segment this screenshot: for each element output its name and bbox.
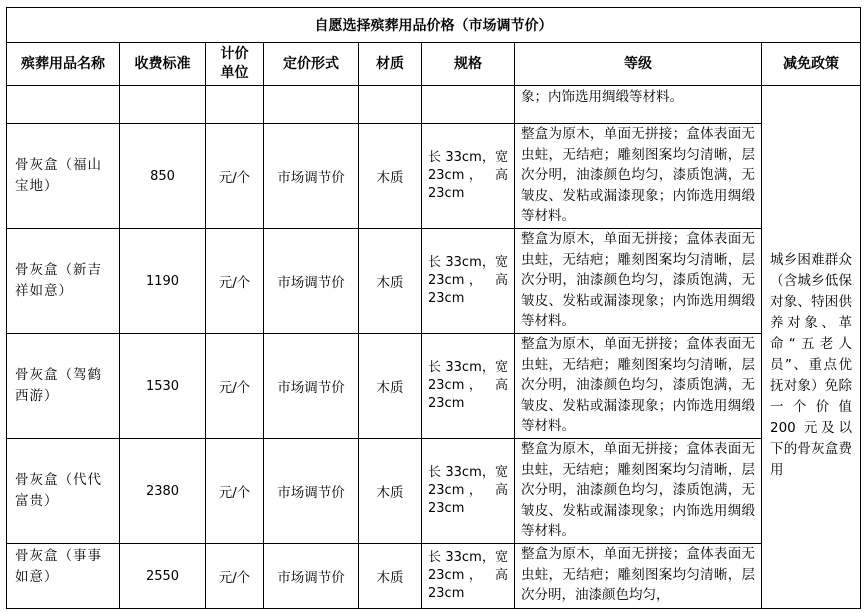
header-material: 材质 xyxy=(359,43,422,86)
row-pricing: 市场调节价 xyxy=(264,439,359,544)
policy-text: 城乡困难群众（含城乡低保对象、特困供养对象、革命“五老人员”、重点优抚对象）免除一个价值 200 元及以下的骨灰盒费用 xyxy=(770,252,852,479)
row-spec: 长 33cm，宽 23cm， 高 23cm xyxy=(422,229,515,334)
row-unit: 元/个 xyxy=(206,124,264,229)
policy-cell-top xyxy=(762,86,861,124)
header-name: 殡葬用品名称 xyxy=(7,43,120,86)
table-row xyxy=(7,229,861,334)
row-name: 骨灰盒（驾鹤西游） xyxy=(7,334,120,439)
table-row xyxy=(7,439,861,544)
table-title: 自愿选择殡葬用品价格（市场调节价） xyxy=(7,8,861,43)
row-fee: 850 xyxy=(120,124,206,229)
header-unit xyxy=(206,43,264,86)
header-unit-label: 计价单位 xyxy=(220,46,249,81)
policy-cell xyxy=(762,124,861,609)
header-pricing: 定价形式 xyxy=(264,43,359,86)
row-spec: 长 33cm，宽 23cm， 高 23cm xyxy=(422,334,515,439)
row-material: 木质 xyxy=(359,124,422,229)
row-grade: 整盒为原木，单面无拼接；盒体表面无虫蛀，无结疤；雕刻图案均匀清晰，层次分明，油漆颜色均匀，漆质饱满，无皱皮、发粘或漏漆现象；内饰选用绸缎等材料。 xyxy=(515,334,762,439)
row-grade: 整盒为原木，单面无拼接；盒体表面无虫蛀，无结疤；雕刻图案均匀清晰，层次分明，油漆颜色均匀，漆质饱满，无皱皮、发粘或漏漆现象；内饰选用绸缎等材料。 xyxy=(515,124,762,229)
row-unit: 元/个 xyxy=(206,229,264,334)
row-grade: 整盒为原木，单面无拼接；盒体表面无虫蛀，无结疤；雕刻图案均匀清晰，层次分明，油漆颜色均匀， xyxy=(515,544,762,609)
partial-grade-cell xyxy=(515,86,762,124)
row-fee: 2380 xyxy=(120,439,206,544)
partial-fee-cell xyxy=(120,86,206,124)
header-fee: 收费标准 xyxy=(120,43,206,86)
row-name: 骨灰盒（代代富贵） xyxy=(7,439,120,544)
partial-unit-cell xyxy=(206,86,264,124)
partial-grade-text: 象；内饰选用绸缎等材料。 xyxy=(521,89,683,105)
row-pricing: 市场调节价 xyxy=(264,124,359,229)
row-unit: 元/个 xyxy=(206,544,264,609)
row-unit: 元/个 xyxy=(206,439,264,544)
price-table xyxy=(6,7,861,609)
row-spec: 长 33cm，宽 23cm， 高 23cm xyxy=(422,439,515,544)
row-name: 骨灰盒（新吉祥如意） xyxy=(7,229,120,334)
header-row xyxy=(7,43,861,86)
row-name: 骨灰盒（福山宝地） xyxy=(7,124,120,229)
row-material: 木质 xyxy=(359,229,422,334)
row-name: 骨灰盒（事事如意） xyxy=(7,544,120,609)
table-row-partial xyxy=(7,86,861,124)
row-spec: 长 33cm，宽 23cm， 高 23cm xyxy=(422,124,515,229)
table-row xyxy=(7,544,861,609)
header-grade: 等级 xyxy=(515,43,762,86)
row-unit: 元/个 xyxy=(206,334,264,439)
partial-material-cell xyxy=(359,86,422,124)
row-fee: 1190 xyxy=(120,229,206,334)
partial-spec-cell xyxy=(422,86,515,124)
row-grade: 整盒为原木，单面无拼接；盒体表面无虫蛀，无结疤；雕刻图案均匀清晰，层次分明，油漆颜色均匀，漆质饱满，无皱皮、发粘或漏漆现象；内饰选用绸缎等材料。 xyxy=(515,439,762,544)
table-row xyxy=(7,334,861,439)
header-policy: 减免政策 xyxy=(762,43,861,86)
partial-name-cell xyxy=(7,86,120,124)
row-grade: 整盒为原木，单面无拼接；盒体表面无虫蛀，无结疤；雕刻图案均匀清晰，层次分明，油漆颜色均匀，漆质饱满，无皱皮、发粘或漏漆现象；内饰选用绸缎等材料。 xyxy=(515,229,762,334)
row-fee: 2550 xyxy=(120,544,206,609)
header-spec: 规格 xyxy=(422,43,515,86)
row-material: 木质 xyxy=(359,544,422,609)
table-row xyxy=(7,124,861,229)
row-material: 木质 xyxy=(359,439,422,544)
row-pricing: 市场调节价 xyxy=(264,229,359,334)
row-fee: 1530 xyxy=(120,334,206,439)
row-pricing: 市场调节价 xyxy=(264,544,359,609)
row-pricing: 市场调节价 xyxy=(264,334,359,439)
row-spec: 长 33cm，宽 23cm， 高 23cm xyxy=(422,544,515,609)
partial-pricing-cell xyxy=(264,86,359,124)
row-material: 木质 xyxy=(359,334,422,439)
